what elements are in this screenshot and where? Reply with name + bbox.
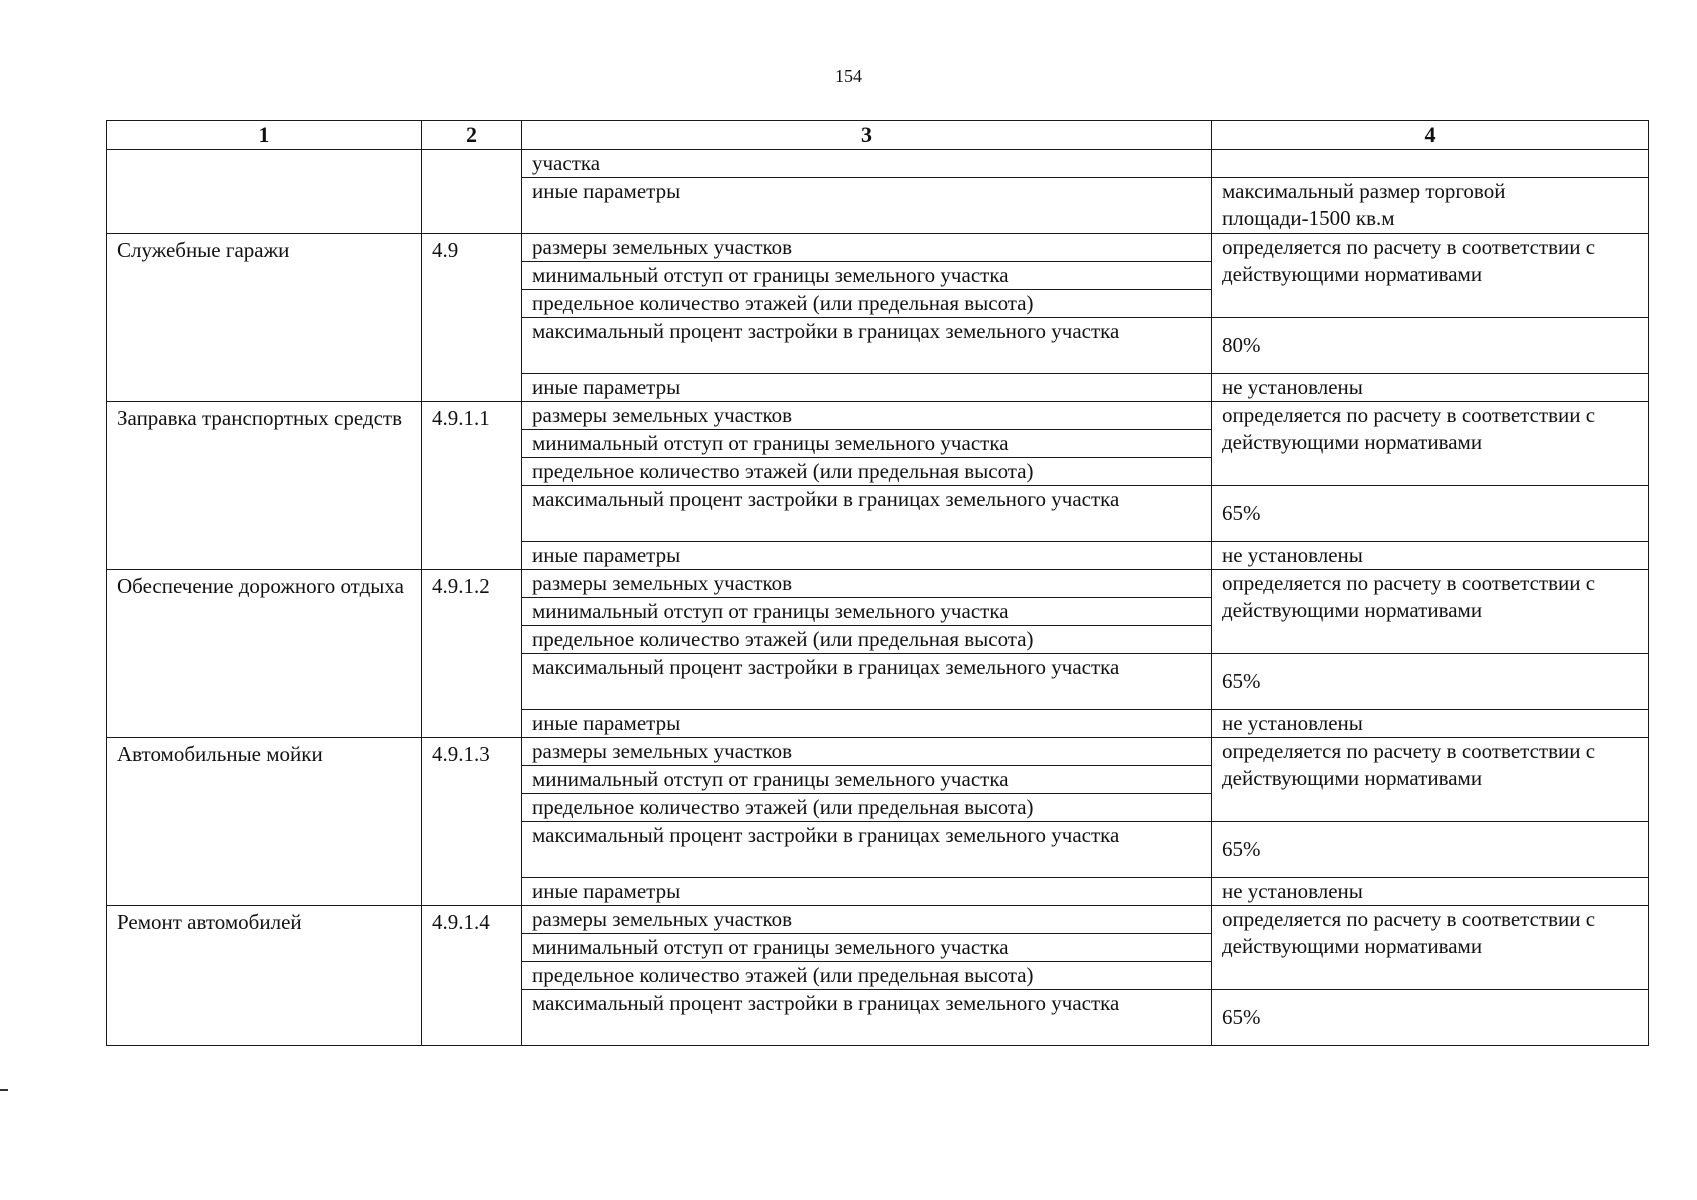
value-cell: 65% [1212, 486, 1649, 542]
parameter-cell: предельное количество этажей (или предельная высота) [522, 626, 1212, 654]
value-cell: 80% [1212, 318, 1649, 374]
parameter-cell: иные параметры [522, 374, 1212, 402]
use-code-cell: 4.9.1.3 [422, 738, 522, 906]
parameter-cell: предельное количество этажей (или предельная высота) [522, 458, 1212, 486]
use-name-cell: Заправка транспортных средств [107, 402, 422, 570]
value-cell: 65% [1212, 654, 1649, 710]
use-code-cell: 4.9.1.4 [422, 906, 522, 1046]
value-cell: 65% [1212, 990, 1649, 1046]
use-name-cell: Служебные гаражи [107, 234, 422, 402]
header-row [107, 121, 1649, 150]
parameter-cell: минимальный отступ от границы земельного участка [522, 430, 1212, 458]
value-cell: определяется по расчету в соответствии с действующими нормативами [1212, 570, 1649, 654]
parameter-cell: максимальный процент застройки в границах земельного участка [522, 318, 1212, 374]
use-code-cell [422, 150, 522, 234]
use-code-cell: 4.9 [422, 234, 522, 402]
parameter-cell: минимальный отступ от границы земельного участка [522, 766, 1212, 794]
parameter-cell: предельное количество этажей (или предельная высота) [522, 290, 1212, 318]
parameter-cell: максимальный процент застройки в границах земельного участка [522, 990, 1212, 1046]
use-name-cell: Автомобильные мойки [107, 738, 422, 906]
value-cell: не установлены [1212, 542, 1649, 570]
value-cell: определяется по расчету в соответствии с действующими нормативами [1212, 234, 1649, 318]
parameter-cell: размеры земельных участков [522, 234, 1212, 262]
parameter-cell: иные параметры [522, 542, 1212, 570]
value-cell: определяется по расчету в соответствии с действующими нормативами [1212, 738, 1649, 822]
column-header: 4 [1212, 121, 1649, 150]
table-row [107, 150, 1649, 178]
use-name-cell: Обеспечение дорожного отдыха [107, 570, 422, 738]
parameter-cell: предельное количество этажей (или предельная высота) [522, 794, 1212, 822]
use-name-cell: Ремонт автомобилей [107, 906, 422, 1046]
parameter-cell: максимальный процент застройки в границах земельного участка [522, 486, 1212, 542]
value-cell: не установлены [1212, 710, 1649, 738]
regulations-table [106, 120, 1649, 1046]
use-code-cell: 4.9.1.2 [422, 570, 522, 738]
regulations-table-container [106, 120, 1648, 1046]
table-row [107, 738, 1649, 766]
parameter-cell: минимальный отступ от границы земельного участка [522, 262, 1212, 290]
parameter-cell: иные параметры [522, 710, 1212, 738]
margin-mark [0, 1089, 8, 1091]
parameter-cell: предельное количество этажей (или предельная высота) [522, 962, 1212, 990]
value-cell: определяется по расчету в соответствии с действующими нормативами [1212, 906, 1649, 990]
parameter-cell: размеры земельных участков [522, 402, 1212, 430]
value-cell: не установлены [1212, 878, 1649, 906]
parameter-cell: минимальный отступ от границы земельного участка [522, 598, 1212, 626]
value-cell: максимальный размер торговой площади-1500 кв.м [1212, 178, 1649, 234]
value-cell: определяется по расчету в соответствии с действующими нормативами [1212, 402, 1649, 486]
column-header: 1 [107, 121, 422, 150]
parameter-cell: размеры земельных участков [522, 906, 1212, 934]
column-header: 3 [522, 121, 1212, 150]
table-row [107, 234, 1649, 262]
parameter-cell: размеры земельных участков [522, 570, 1212, 598]
value-cell [1212, 150, 1649, 178]
parameter-cell: максимальный процент застройки в границах земельного участка [522, 822, 1212, 878]
parameter-cell: размеры земельных участков [522, 738, 1212, 766]
parameter-cell: иные параметры [522, 878, 1212, 906]
table-row [107, 402, 1649, 430]
parameter-cell: участка [522, 150, 1212, 178]
value-cell: 65% [1212, 822, 1649, 878]
parameter-cell: максимальный процент застройки в границах земельного участка [522, 654, 1212, 710]
value-cell: не установлены [1212, 374, 1649, 402]
column-header: 2 [422, 121, 522, 150]
use-code-cell: 4.9.1.1 [422, 402, 522, 570]
table-row [107, 570, 1649, 598]
parameter-cell: минимальный отступ от границы земельного участка [522, 934, 1212, 962]
parameter-cell: иные параметры [522, 178, 1212, 234]
use-name-cell [107, 150, 422, 234]
page-number: 154 [835, 66, 862, 86]
table-row [107, 906, 1649, 934]
